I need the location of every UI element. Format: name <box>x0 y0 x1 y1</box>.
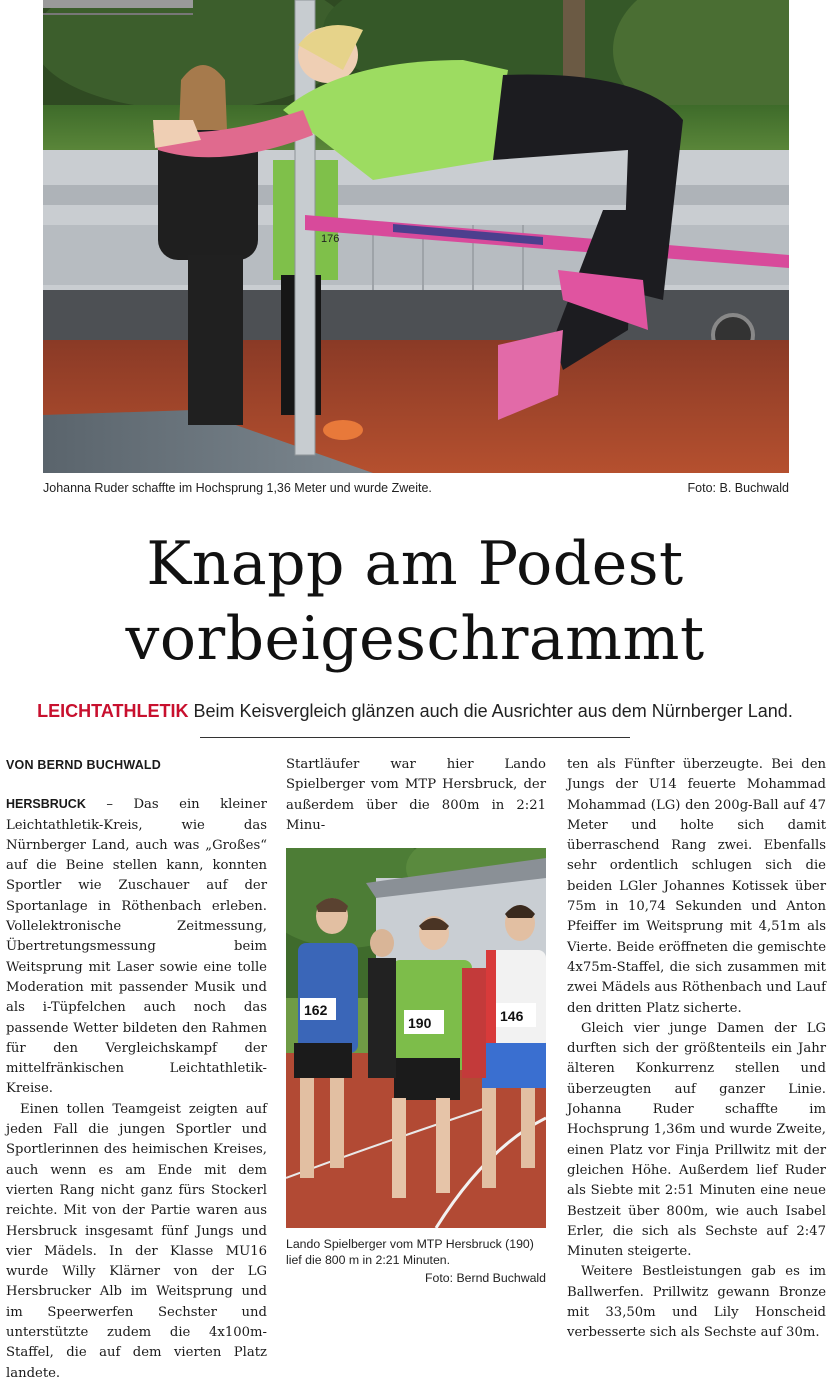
subheadline-rule <box>200 737 630 738</box>
paragraph-1: – Das ein kleiner Leichtathletik-Kreis, wie das Nürnberger Land, auch was „Großes“ auf die Beine stellen kann, konnten Sportler wie Zuschauer auf der Sportanlage in Röthenbach erleben. Vollelektronische Zeitmessung, Übertretungsmessung beim Weitsprung mit Laser sowie eine tolle Moderation mit passender Musik und als i-Tüpfelchen auch noch das passende Wetter bildeten den Rahmen für den Vergleichskampf der mittelfränkischen Leichtathletik-Kreise. <box>6 797 267 1097</box>
top-photo-credit: Foto: B. Buchwald <box>687 481 789 495</box>
running-photo-caption: Lando Spielberger vom MTP Hersbruck (190) lief die 800 m in 2:21 Minuten. <box>286 1237 534 1267</box>
bib-number-top: 176 <box>321 233 340 245</box>
dateline: HERSBRUCK <box>6 797 86 812</box>
running-photo-illustration <box>286 848 546 1228</box>
headline-line-1: Knapp am Podest <box>146 529 684 599</box>
bib-146: 146 <box>500 1008 524 1024</box>
paragraph-2: Einen tollen Teamgeist zeigten auf jeden Fall die jungen Sportler und Sportlerinnen des heimischen Kreises, auch wenn es am Ende mit dem vierten Rang nicht ganz fürs Stockerl reichte. Mit von der Partie waren aus Hersbruck insgesamt fünf Jungs und vier Mädels. In der Klasse MU16 wurde Willy Klärner von der LG Hersbrucker Alb im Weitsprung und im Speerwerfen Sechster und unterstützte zudem die 4x100m-Staffel, die auf dem vierten Platz landete. <box>6 1101 267 1381</box>
paragraph-4: Gleich vier junge Damen der LG durften sich der größtenteils ein Jahr älteren Konkurrenz stellen und überzeugten auf ganzer Linie. Johanna Ruder schaffte im Hochsprung 1,36m und wurde Zweite, einen Platz vor Finja Prillwitz mit der gleichen Höhe. Außerdem lief Ruder als Siebte mit 2:51 Minuten eine neue Bestzeit über 800m, wie auch Isabel Erler, die sich als Sechste auf 2:47 Minuten steigerte. <box>567 1020 826 1260</box>
bib-190: 190 <box>408 1015 432 1031</box>
subheadline-text: Beim Keisvergleich glänzen auch die Ausrichter aus dem Nürnberger Land. <box>193 701 793 721</box>
running-photo-credit: Foto: Bernd Buchwald <box>425 1271 546 1285</box>
article-column-3 <box>567 755 826 1344</box>
headline-line-2: vorbeigeschrammt <box>125 604 705 674</box>
top-photo-caption: Johanna Ruder schaffte im Hochsprung 1,36 Meter und wurde Zweite. <box>43 481 432 495</box>
high-jump-photo-illustration <box>43 0 789 473</box>
high-jump-photo <box>43 0 789 473</box>
paragraph-5: Weitere Bestleistungen gab es im Ballwerfen. Prillwitz gewann Bronze mit 33,50m und Lily Honscheid verbesserte sich als Sechste auf 30m. <box>567 1264 826 1341</box>
section-kicker: LEICHTATHLETIK <box>37 701 189 721</box>
bib-162: 162 <box>304 1002 328 1018</box>
article-column-1 <box>6 755 267 1384</box>
byline: VON BERND BUCHWALD <box>6 758 161 772</box>
article-column-2 <box>286 755 546 836</box>
subheadline <box>0 699 830 723</box>
paragraph-3-part: Startläufer war hier Lando Spielberger vom MTP Hersbruck, der außerdem über die 800m in 2:21 Minu- <box>286 757 546 833</box>
running-photo <box>286 848 546 1228</box>
paragraph-3-continued: ten als Fünfter überzeugte. Bei den Jungs der U14 feuerte Mohammad Mohammad (LG) den 200g-Ball auf 47 Meter und holte sich damit überraschend Rang zwei. Ebenfalls sehr ordentlich schlugen sich die beiden LGler Johannes Kotissek über 75m in 10,74 Sekunden und Anton Pfeiffer im Weitsprung mit 4,51m als Vierte. Beide eröffneten die gemischte 4x75m-Staffel, die sich zusammen mit zwei Mädels aus Röthenbach und Lauf den dritten Platz sicherte. <box>567 757 826 1016</box>
